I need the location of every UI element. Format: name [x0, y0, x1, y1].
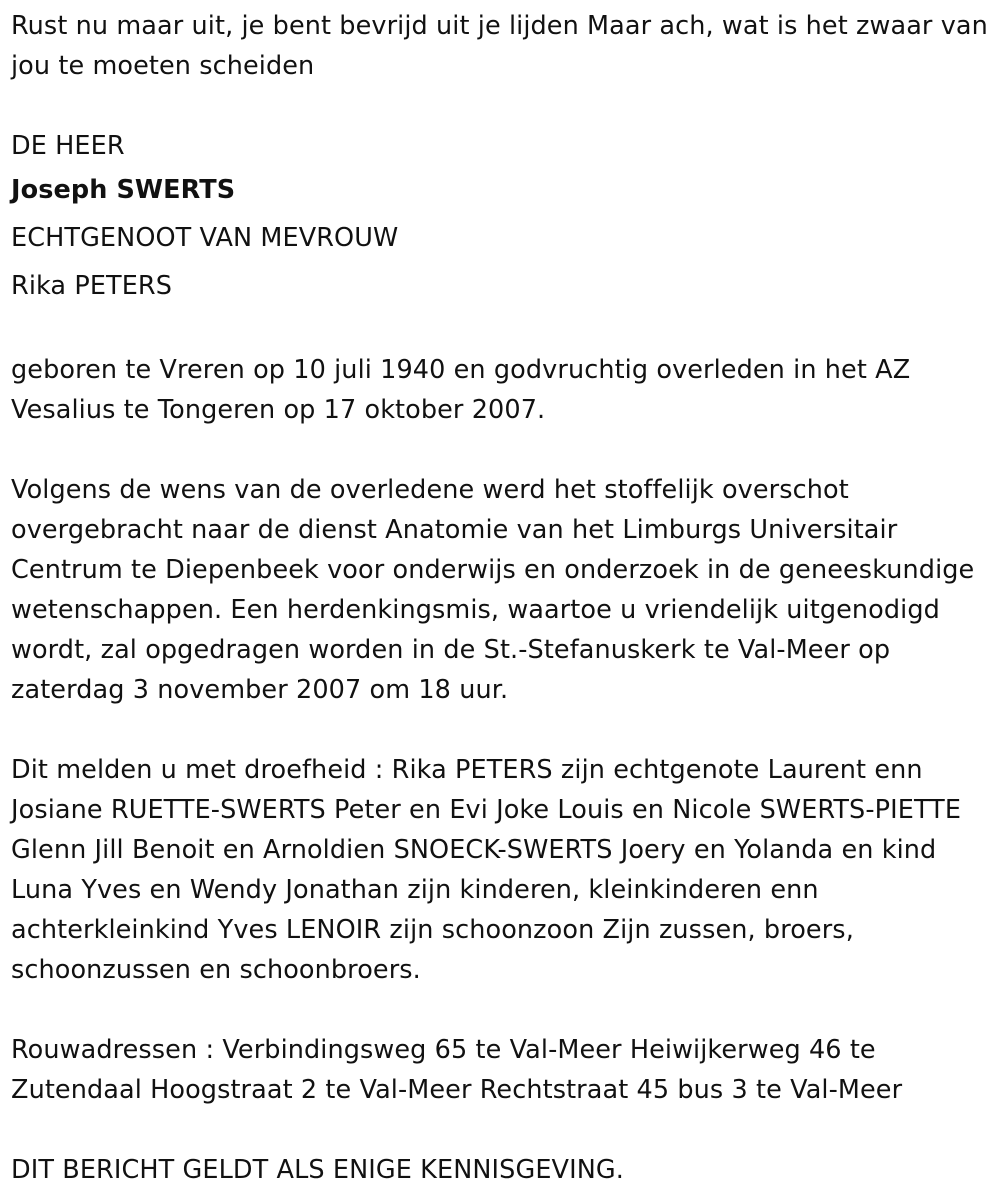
wish-text: Volgens de wens van de overledene werd het stoffelijk overschot overgebracht naar de dienst Anatomie van het Limburgs Universitair Centrum te Diepenbeek voor onderwijs en onderzoek in de geneeskundige wetenschappen. Een herdenkingsmis, waartoe u vriendelijk uitgenodigd wordt, zal opgedragen worden in de St.-Stefanuskerk te Val-Meer op zaterdag 3 november 2007 om 18 uur.	[11, 475, 975, 705]
relation-text: ECHTGENOOT VAN MEVROUW	[11, 223, 399, 253]
spacer	[11, 310, 988, 350]
spacer	[11, 710, 988, 750]
closing-text: DIT BERICHT GELDT ALS ENIGE KENNISGEVING.	[11, 1155, 624, 1185]
motto-text: Rust nu maar uit, je bent bevrijd uit je lijden Maar ach, wat is het zwaar van jou te moeten scheiden	[11, 11, 988, 81]
announcement-text: Dit melden u met droefheid : Rika PETERS zijn echtgenote Laurent enn Josiane RUETTE-SWERTS Peter en Evi Joke Louis en Nicole SWERTS-PIETTE Glenn Jill Benoit en Arnoldien SNOECK-SWERTS Joery en Yolanda en kind Luna Yves en Wendy Jonathan zijn kinderen, kleinkinderen enn achterkleinkind Yves LENOIR zijn schoonzoon Zijn zussen, broers, schoonzussen en schoonbroers.	[11, 755, 962, 985]
title-text: DE HEER	[11, 131, 125, 161]
birth-death-text: geboren te Vreren op 10 juli 1940 en godvruchtig overleden in het AZ Vesalius te Tongeren op 17 oktober 2007.	[11, 355, 911, 425]
spacer	[11, 1110, 988, 1150]
spouse-name: Rika PETERS	[11, 271, 173, 301]
deceased-name: Joseph SWERTS	[11, 175, 236, 205]
spacer	[11, 990, 988, 1030]
spacer	[11, 86, 988, 126]
addresses-text: Rouwadressen : Verbindingsweg 65 te Val-Meer Heiwijkerweg 46 te Zutendaal Hoogstraat 2 te Val-Meer Rechtstraat 45 bus 3 te Val-Meer	[11, 1035, 903, 1105]
spacer	[11, 430, 988, 470]
